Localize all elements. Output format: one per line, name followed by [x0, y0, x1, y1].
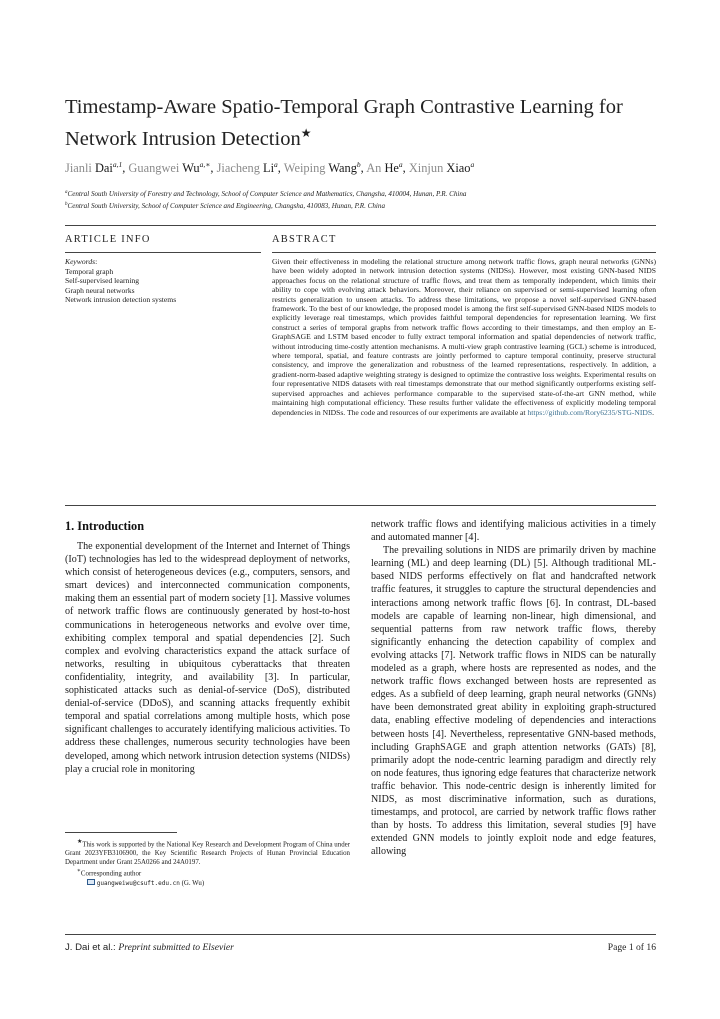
- footer-rule: [65, 934, 656, 935]
- body-paragraph: The exponential development of the Internet and Internet of Things (IoT) technologies has led to the widespread deployment of networks, which consist of heterogeneous devices (e.g., computers, sensors, and smart devices) and interconnected communication components, making them an essential part of modern society [1]. Massive volumes of network traffic flows are continuously generated by host-to-host communications in heterogeneous networks and evolve over time, exhibiting complex temporal and spatial dependencies [2]. Such complex and evolving characteristics expand the attack surface of networks, resulting in ubiquitous cyberattacks that threaten confidentiality, integrity, and availability [3]. In particular, sophisticated attacks such as denial-of-service (DoS), distributed denial-of-service (DDoS), and scanning attacks frequently exhibit temporal and spatial correlations among multiple hosts, which pose significant challenges to accurately identifying malicious activities. To address these challenges, numerous security technologies have been developed, among which network intrusion detection systems (NIDSs) play a crucial role in monitoring: [65, 541, 350, 775]
- keyword: Self-supervised learning: [65, 276, 140, 286]
- paper-title: [65, 94, 665, 152]
- abstract-bottom-rule: [65, 505, 656, 506]
- author-list: Jianli Dai$^{a,1}$, Guangwei $Wu^{a,∗}$, Jiacheng Li$^a$, Weiping Wang$^b$, An He$^a$, Xinjun Xiao$^a$: [65, 160, 475, 175]
- abstract-rule: [272, 252, 656, 253]
- author-name: Weiping Wang$^b$: [283, 160, 361, 175]
- footnote-rule: [65, 832, 177, 833]
- corresponding-footnote: ∗Corresponding author: [77, 868, 142, 878]
- footnotes: [65, 838, 350, 888]
- keywords-block: Keywords: Temporal graph Self-supervised learning Graph neural networks Network intrusion detection systems: [65, 257, 265, 305]
- author-name: Xinjun Xiao$^a$: [408, 160, 475, 175]
- keyword: Network intrusion detection systems: [65, 295, 177, 305]
- funding-footnote: ★This work is supported by the National Key Research and Development Program of China under Grant 2023YFB3106900, the Key Scientific Research Projects of Hunan Provincial Education Department under Grant 25A0266 and 24A0197.: [65, 839, 350, 867]
- keyword: Graph neural networks: [65, 285, 135, 295]
- section-heading-introduction: 1. Introduction: [65, 519, 145, 533]
- page-number: Page 1 of 16: [607, 942, 656, 953]
- article-info-rule: [65, 252, 261, 253]
- code-link[interactable]: https://github.com/Rory6235/STG-NIDS: [527, 407, 653, 417]
- body-paragraph: The prevailing solutions in NIDS are primarily driven by machine learning (ML) and deep learning (DL) [5]. Although traditional ML-based NIDS performs effectively on flat and handcrafted network traffic features, it struggles to capture the structural dependencies and interactions among network traffic flows [6]. In contrast, DL-based models are capable of learning non-linear, high dimensional, and sequential patterns from raw network traffic flows, thereby significantly enhancing the detection capability of complex and evolving attacks [7]. Network traffic flows in NIDS can be naturally modeled as a graph, where hosts are represented as nodes, and the network traffic flows exchanged between hosts are represented as edges. As a subfield of deep learning, graph neural networks (GNNs) have been demonstrated great ability in exploiting graph-structured data, enabling effective modeling of dependencies and interactions between hosts [4]. Nevertheless, representative GNN-based methods, including GraphSAGE and graph attention networks (GATs) [8], primarily adopt the node-centric learning paradigm and directly rely on node features, thus ignoring edge features that characterize network traffic behavior. This node-centric design is inherently limited for NIDS, as most discriminative information, such as durations, timestamps, and protocol, are carried by network traffic flows rather than by hosts. To address this limitation, several studies [9] have extended GNN models to jointly exploit node and edge features, allowing: [371, 545, 656, 858]
- keywords-label: Keywords: [65, 257, 96, 266]
- abstract-text: Given their effectiveness in modeling the relational structure among network traffic flows, graph neural networks (GNNs) have been widely adopted in network intrusion detection systems (NIDSs). However, most existing GNN-based NIDS approaches focus on the relational structure of traffic flows, and treat them as temporally independent, which limits their ability to cope with evolving attack behaviors. Moreover, their reliance on supervised or semi-supervised learning often restricts generalization to unseen attacks. To address these limitations, we propose a novel self-supervised GNN-based framework. To the best of our knowledge, the proposed model is among the first self-supervised GNN-based NIDS models to explicitly leverage real timestamps, which provides faithful temporal dependencies for representation learning. We first construct a series of temporal graphs from network traffic flows according to their timestamps, and then employ an E-GraphSAGE and LSTM based encoder to fully extract temporal information and spatial dependencies of network traffic, without introducing time-costly attention mechanisms. A multi-view graph contrastive learning (GCL) scheme is introduced, where temporal, spatial, and feature contrasts are jointly performed to capture temporal continuity, preserve structural consistency, and improve the generalization and robustness of the learned representations, respectively. In addition, a gradient-norm-based adaptive weighting strategy is designed to optimize the contrastive loss weights. Experimental results on four representative NIDS datasets with real timestamps demonstrate that our method significantly outperforms existing self-supervised approaches and achieves performance comparable to the supervised state-of-the-art GNN method, while maintaining high computational efficiency. These results further validate the effectiveness of explicitly modeling temporal dependencies in NIDSs. The code and resources of our experiments are available at https://github.com/Rory6235/STG-NIDS.: [272, 257, 656, 417]
- email-address[interactable]: guangweiwu@csuft.edu.cn: [96, 879, 180, 887]
- author-name: Jiacheng Li$^a$: [216, 160, 278, 175]
- footer-citation: J. Dai et al.: Preprint submitted to Elsevier: [65, 942, 234, 953]
- body-paragraph: network traffic flows and identifying malicious activities in a timely and automated manner [4].: [371, 519, 656, 544]
- affiliations: [65, 188, 665, 211]
- title-footnote-mark: ★: [300, 126, 312, 140]
- author-name: An He$^a$: [366, 160, 403, 175]
- keyword: Temporal graph: [65, 266, 114, 276]
- envelope-icon: [87, 879, 95, 885]
- author-name: Jianli Dai$^{a,1}$: [65, 160, 123, 175]
- right-column: [371, 518, 656, 858]
- affiliation-a: $^a$Central South University of Forestry and Technology, School of Computer Science and Mathematics, Changsha, 410004, Hunan, P.R. China: [65, 190, 467, 198]
- left-column: [65, 540, 350, 776]
- paper-title-text: Timestamp-Aware Spatio-Temporal Graph Contrastive Learning for Network Intrusion Detection: [65, 96, 623, 150]
- affiliation-b: $^b$Central South University, School of Computer Science and Engineering, Changsha, 410083, Hunan, P.R. China: [65, 201, 385, 210]
- header-divider: [65, 225, 656, 226]
- article-info-heading: ARTICLE INFO: [65, 234, 151, 245]
- author-name: Guangwei $Wu^{a,∗}$: [128, 160, 211, 175]
- abstract-heading: ABSTRACT: [272, 234, 337, 245]
- email-footnote: guangweiwu@csuft.edu.cn (G. Wu): [65, 879, 350, 888]
